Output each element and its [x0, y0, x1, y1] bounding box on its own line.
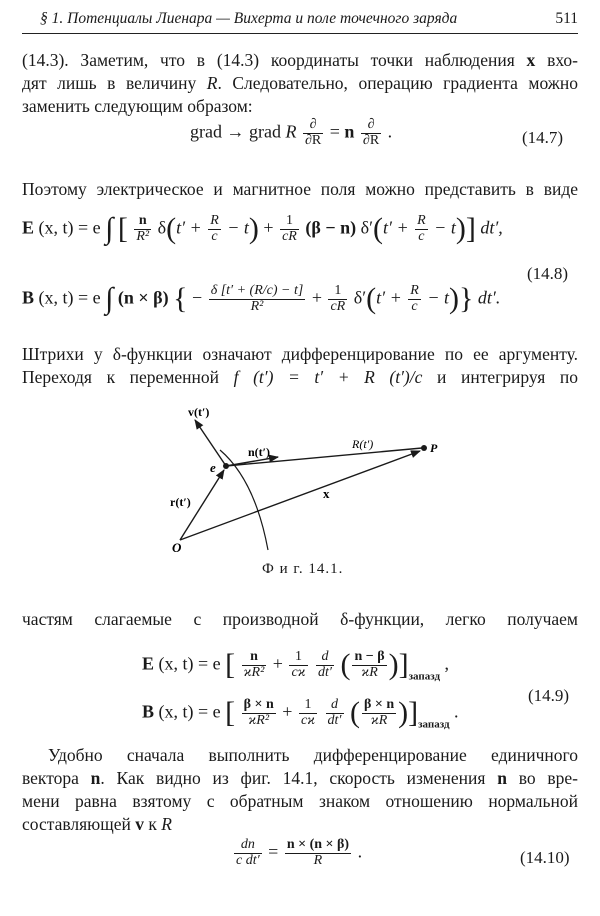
equation-14-8-B: B (x, t) = e ∫ (n × β) { − $\frac{\delta [t' + (R/c) - t]}{\text{R²}}$ + $\frac{1}{cR}$ δ′(t′ + $\frac{R}{c}$ − t)} dt′.	[22, 282, 501, 316]
equation-14-9-B: B (x, t) = e [ $\frac{\beta \times n}{\text{ϰR²}}$ + $\frac{1}{cϰ}$ $\frac{d}{dt'}$ ( $\frac{\beta \times n}{ϰR}$ )]$_{запазд}$ .	[142, 696, 459, 731]
paragraph-4: частям слагаемые с производной δ-функции, легко получаем	[22, 609, 578, 629]
label-e: e	[210, 460, 216, 475]
label-P: P	[430, 441, 438, 455]
equation-number-14-7: (14.7)	[522, 128, 564, 147]
label-n: n(t′)	[248, 445, 271, 459]
running-header	[40, 10, 578, 28]
observation-point	[421, 445, 427, 451]
equation-number-14-10: (14.10)	[520, 848, 570, 867]
figure-caption: Ф и г. 14.1.	[262, 561, 344, 577]
equation-14-9-E: E (x, t) = e [ $\frac{n}{\text{ϰR²}}$ + $\frac{1}{cϰ}$ $\frac{d}{dt'}$ ( $\frac{n - \beta}{ϰR}$ )]$_{запазд}$ ,	[142, 648, 450, 683]
para1-line1: (14.3). Заметим, что в (14.3) координаты точки наблюдения x вхо-	[22, 50, 579, 70]
label-R: R(t′)	[352, 437, 374, 451]
equation-14-10: $\frac{dn}{\text{c dt′}}$ = $\frac{n \times (n \times \beta)}{R}$ .	[236, 837, 363, 868]
paragraph-1	[22, 49, 578, 118]
label-x: x	[323, 486, 330, 501]
paragraph-3: Штрихи у δ-функции означают дифференцирование по ее аргументу. Переходя к переменной f (t′) = t′ + R (t′)/c и интегрируя по	[22, 344, 579, 387]
paragraph-2: Поэтому электрическое и магнитное поля можно представить в виде	[22, 179, 578, 199]
para1-line2: дят лишь в величину R. Следовательно, операцию градиента можно	[22, 73, 578, 93]
equation-number-14-9: (14.9)	[528, 686, 570, 705]
equation-14-7: grad → grad R $\frac{\partial}{\partial R}$ = n $\frac{\partial}{\partial R}$ .	[190, 117, 393, 148]
label-v: v(t′)	[188, 405, 210, 419]
figure-14-1	[160, 400, 450, 560]
paragraph-5: Удобно сначала выполнить дифференцирование единичного вектора n. Как видно из фиг. 14.1, скорость изменения n во вре- мени равна взятому с обратным знаком отношению нормальной составляющей v к R	[22, 745, 578, 834]
running-title: § 1. Потенциалы Лиенара — Вихерта и поле точечного заряда	[40, 10, 458, 27]
para1-line3: заменить следующим образом:	[22, 96, 253, 116]
equation-14-8-E: E (x, t) = e ∫ [ $\frac{n}{\text{R²}}$ δ(t′ + $\frac{R}{c}$ − t) + $\frac{1}{cR}$ (β − n) δ′(t′ + $\frac{R}{c}$ − t)] dt′,	[22, 212, 503, 246]
label-O: O	[172, 540, 182, 555]
header-rule	[22, 33, 578, 34]
equation-number-14-8: (14.8)	[527, 264, 569, 283]
charge-point	[223, 463, 229, 469]
page-number: 511	[555, 10, 578, 27]
label-r: r(t′)	[170, 495, 191, 509]
observation-vector-x	[180, 451, 420, 540]
